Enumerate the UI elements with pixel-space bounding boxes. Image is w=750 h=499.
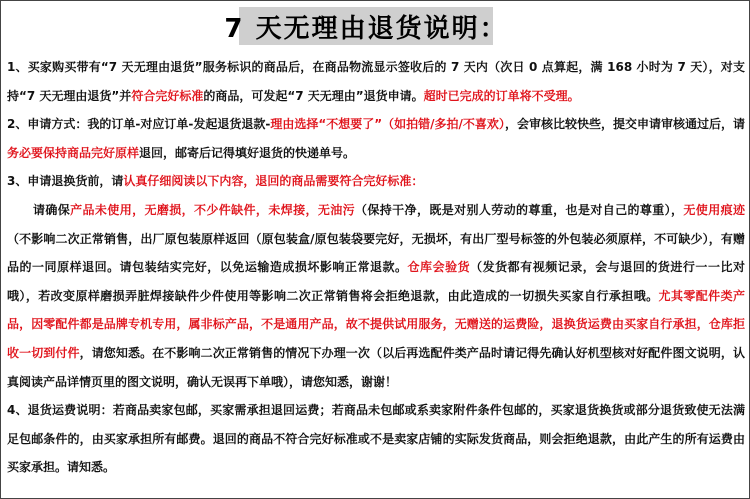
section-3-body-text-3: （不影响二次正常销售，出厂原包装原样返回（原包装盒/原包装袋要完好，无损坏，有出厂型号标签的外包装必须原样，不可缺少），有赠品的一同原样退回。请包装结实完好，以免运输造成损坏影响正常退款。 <box>7 231 745 275</box>
policy-content <box>7 53 745 482</box>
section-2-highlight-1: 理由选择“不想要了”（如拍错/多拍/不喜欢） <box>270 117 505 132</box>
section-4-text-1: 4、退货运费说明：若商品卖家包邮，买家需承担退回运费；若商品未包邮或系卖家附件条件包邮的，买家退货换货或部分退货致使无法满足包邮条件的，由买家承担所有邮费。退回的商品不符合完好标准或不是卖家店铺的实际发货商品，则会拒绝退款，由此产生的所有运费由买家承担。请知悉。 <box>7 403 745 475</box>
section-1-paragraph <box>7 53 745 110</box>
section-2-highlight-2: 务必要保持商品完好原样 <box>7 145 140 160</box>
section-2-paragraph <box>7 110 745 167</box>
page-title: 7 天无理由退货说明： <box>224 13 508 44</box>
section-2-text-1: 2、申请方式：我的订单-对应订单-发起退货退款- <box>7 117 271 132</box>
title-banner <box>224 7 508 45</box>
section-1-text-2: 的商品，可发起“7 天无理由”退货申请。 <box>203 88 424 103</box>
section-1-text-1: 1、买家购买带有“7 天无理由退货”服务标识的商品后，在商品物流显示签收后的 7 天内（次日 0 点算起，满 168 小时为 7 天），对支持“7 天无理由退货”并 <box>7 60 745 103</box>
section-3-paragraph <box>7 196 745 396</box>
section-3-body-text-2: （保持干净，既是对别人劳动的尊重，也是对自己的尊重）， <box>355 202 684 217</box>
section-3-body-text-4: （发货都有视频记录，会与退回的货进行一一比对哦），若改变原样磨损弄脏焊接缺件少件使用等影响二次正常销售将会拒绝退款，由此造成的一切损失买家自行承担哦。 <box>7 260 745 303</box>
section-1-highlight-2: 超时已完成的订单将不受理。 <box>423 88 580 103</box>
section-3-heading <box>7 167 745 196</box>
section-2-text-2: ，会审核比较快些，提交申请审核通过后，请 <box>504 117 745 132</box>
section-4-paragraph <box>7 396 745 482</box>
section-3-body-highlight-3: 仓库会验货 <box>407 260 471 275</box>
section-3-body-highlight-1: 产品未使用，无磨损，不少件缺件，未焊接，无油污 <box>70 202 356 217</box>
section-3-body-highlight-2: 无使用痕迹 <box>683 202 745 217</box>
section-3-text-1: 3、申请退换货前，请 <box>7 174 124 189</box>
section-3-body-text-5: ，请您知悉。在不影响二次正常销售的情况下办理一次（以后再选配件类产品时请记得先确认好机型核对好配件图文说明，认真阅读产品详情页里的图文说明，确认无误再下单哦），请您知悉，谢谢！ <box>7 345 745 389</box>
section-3-body-highlight-4: 尤其零配件类产品，因零配件都是品牌专机专用，属非标产品，不是通用产品，故不提供试用服务，无赠送的运费险，退换货运费由买家自行承担，仓库拒收一切到付件 <box>7 288 745 360</box>
section-3-body-text-1: 请确保 <box>33 202 71 217</box>
section-2-text-3: 退回，邮寄后记得填好退货的快递单号。 <box>139 145 356 160</box>
section-1-highlight-1: 符合完好标准 <box>131 88 204 103</box>
section-3-highlight-1: 认真仔细阅读以下内容，退回的商品需要符合完好标准： <box>123 174 424 189</box>
